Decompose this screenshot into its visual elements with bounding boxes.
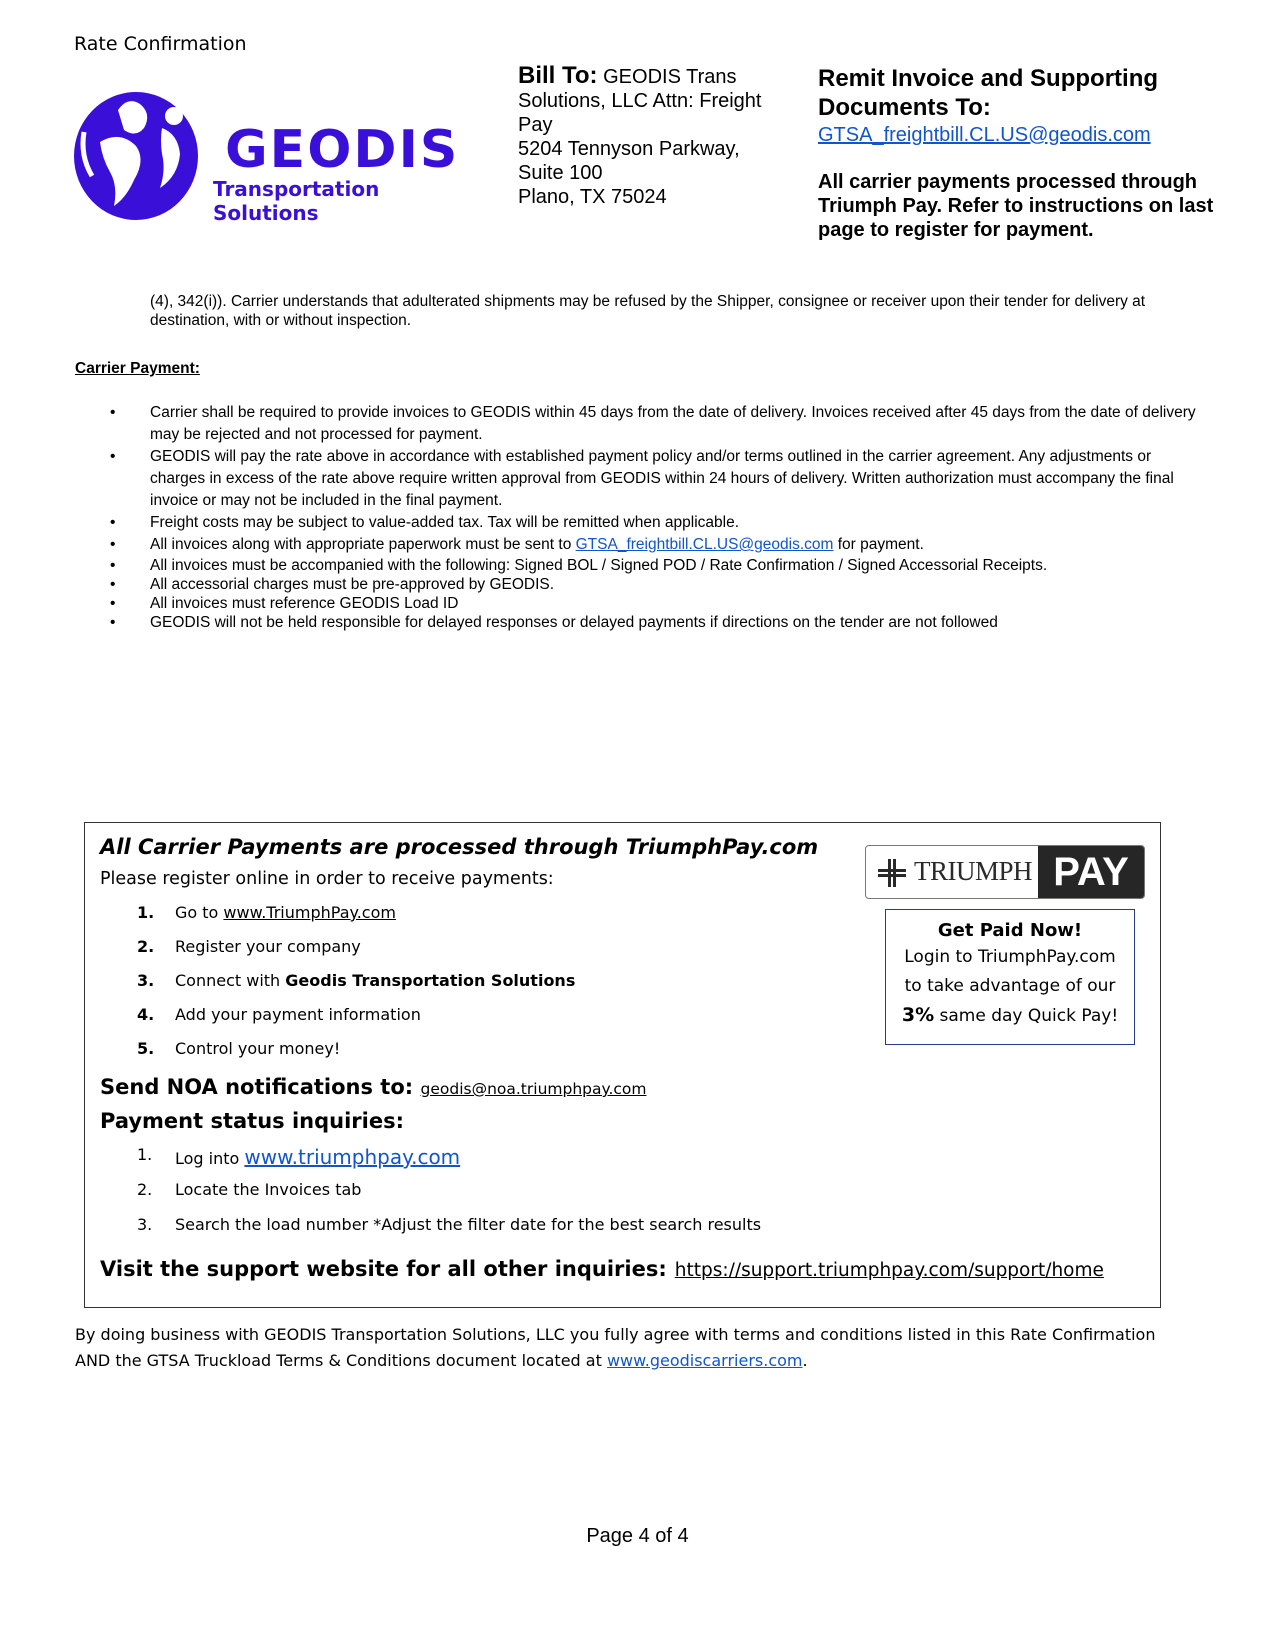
page-number: Page 4 of 4 [586, 1525, 689, 1547]
freightbill-email-link[interactable]: GTSA_freightbill.CL.US@geodis.com [575, 536, 834, 553]
triumph-subheading: Please register online in order to receive payments: [100, 869, 554, 889]
triumphpay-login-link[interactable]: www.triumphpay.com [244, 1145, 461, 1169]
list-item: • All invoices must reference GEODIS Load ID [110, 595, 459, 612]
bill-to-city: Plano, TX 75024 [518, 186, 667, 208]
status-steps [137, 1145, 761, 1250]
list-item: • GEODIS will pay the rate above in accordance with established payment policy and/or terms outlined in the carrier agreement. Any adjustments or charges in excess of the rate above require written approval from GEODIS within 24 hours of delivery. Written authorization must accompany the final invoice or may not be included in the final payment. [110, 448, 1174, 509]
list-item: • Freight costs may be subject to value-added tax. Tax will be remitted when applicable. [110, 514, 740, 531]
continued-paragraph: (4), 342(i)). Carrier understands that adulterated shipments may be refused by the Shipper, consignee or receiver upon their tender for delivery at destination, with or without inspection. [150, 293, 1146, 329]
logo-tagline: Transportation Solutions [213, 177, 380, 225]
bill-to-company: GEODIS Trans Solutions, LLC Attn: Freight Pay [518, 66, 762, 136]
logo-wordmark: GEODIS [225, 120, 460, 180]
remit-note: All carrier payments processed through Triumph Pay. Refer to instructions on last page to register for payment. [818, 171, 1214, 241]
pay-wordmark: PAY [1038, 846, 1144, 898]
list-item: 2. Register your company [137, 937, 361, 956]
get-paid-now-box [885, 909, 1135, 1045]
list-item: • All accessorial charges must be pre-approved by GEODIS. [110, 576, 555, 593]
noa-line: Send NOA notifications to: geodis@noa.triumphpay.com [100, 1075, 647, 1099]
triumph-heading: All Carrier Payments are processed through TriumphPay.com [100, 835, 819, 859]
support-url-link[interactable]: https://support.triumphpay.com/support/home [674, 1260, 1104, 1281]
document-title: Rate Confirmation [74, 33, 247, 55]
list-item: 5. Control your money! [137, 1039, 341, 1058]
carrier-payment-list [100, 402, 1210, 632]
bill-to-label: Bill To: [518, 62, 598, 89]
list-item: 3. Search the load number *Adjust the filter date for the best search results [137, 1215, 762, 1234]
support-line: Visit the support website for all other inquiries: https://support.triumphpay.com/support/home [100, 1257, 1104, 1281]
get-paid-heading: Get Paid Now! [937, 920, 1083, 941]
geodiscarriers-link[interactable]: www.geodiscarriers.com [606, 1351, 803, 1370]
list-item: 4. Add your payment information [137, 1005, 421, 1024]
bill-to-street: 5204 Tennyson Parkway, Suite 100 [518, 138, 740, 184]
list-item: • All invoices along with appropriate paperwork must be sent to GTSA_freightbill.CL.US@geodis.com for payment. [110, 536, 924, 553]
closing-paragraph: By doing business with GEODIS Transportation Solutions, LLC you fully agree with terms and conditions listed in this Rate Confirmation AND the GTSA Truckload Terms & Conditions document located at www.geodiscarriers.com. [75, 1325, 1156, 1370]
get-paid-body: Login to TriumphPay.com to take advantage of our 3% same day Quick Pay! [901, 947, 1119, 1026]
payment-status-heading: Payment status inquiries: [100, 1109, 404, 1133]
remit-email-link[interactable]: GTSA_freightbill.CL.US@geodis.com [818, 124, 1151, 146]
triumphpay-link[interactable]: www.TriumphPay.com [223, 903, 396, 922]
list-item: • Carrier shall be required to provide invoices to GEODIS within 45 days from the date of delivery. Invoices received after 45 days from the date of delivery may be rejected and not processed for payment. [110, 404, 1196, 443]
noa-email-link[interactable]: geodis@noa.triumphpay.com [420, 1080, 647, 1098]
list-item: 3. Connect with Geodis Transportation Solutions [137, 971, 576, 990]
triumphpay-box [84, 822, 1161, 1308]
registration-steps [137, 903, 575, 1073]
geodis-logo [70, 82, 470, 225]
list-item: 1. Go to www.TriumphPay.com [137, 903, 396, 922]
bill-to-block [518, 64, 788, 209]
list-item: • GEODIS will not be held responsible for delayed responses or delayed payments if directions on the tender are not followed [110, 614, 998, 631]
geodis-figure-icon [70, 82, 210, 222]
remit-block [818, 64, 1238, 242]
list-item: 1. Log into www.triumphpay.com [137, 1145, 461, 1169]
list-item: 2. Locate the Invoices tab [137, 1180, 362, 1199]
triumph-cross-icon [876, 857, 908, 889]
remit-heading: Remit Invoice and Supporting Documents To: [818, 65, 1159, 121]
triumph-wordmark: TRIUMPH [914, 856, 1033, 886]
triumphpay-logo [865, 845, 1145, 899]
list-item: • All invoices must be accompanied with the following: Signed BOL / Signed POD / Rate Confirmation / Signed Accessorial Receipts. [110, 557, 1048, 574]
carrier-payment-heading: Carrier Payment: [75, 360, 200, 377]
